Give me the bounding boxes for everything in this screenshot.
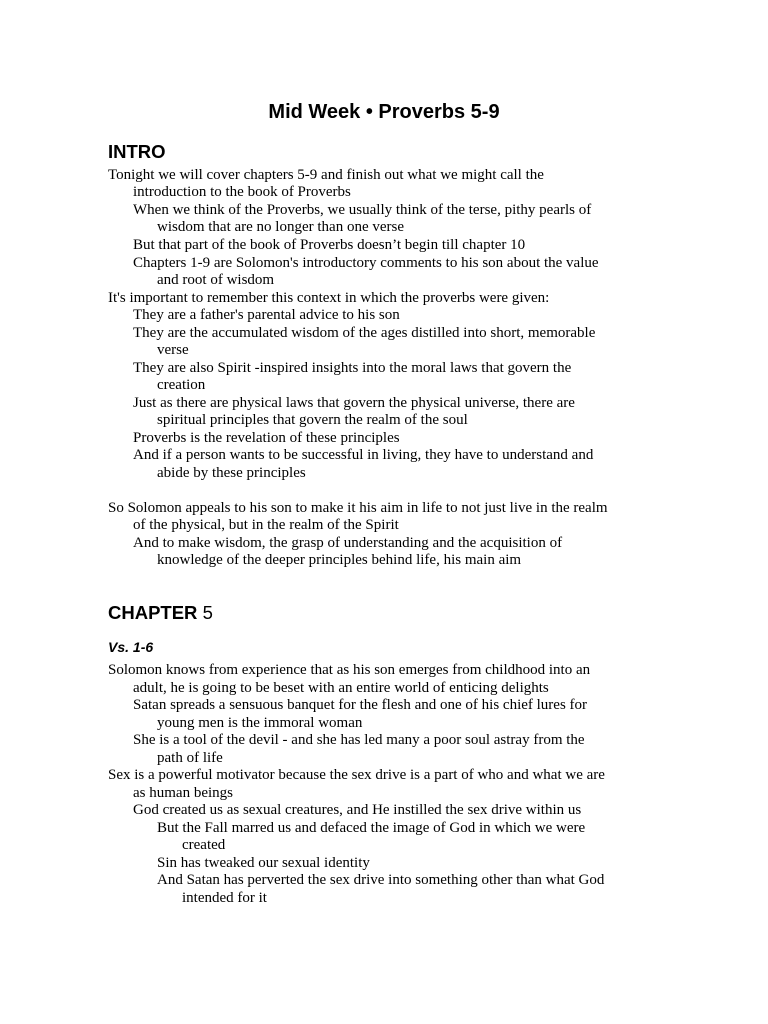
- chapter-5-line: Sin has tweaked our sexual identity: [157, 855, 370, 871]
- intro-line: Tonight we will cover chapters 5-9 and finish out what we might call the: [108, 167, 544, 183]
- intro-line: introduction to the book of Proverbs: [133, 184, 351, 200]
- chapter-5-line: created: [182, 837, 226, 853]
- chapter-5-line: Solomon knows from experience that as his son emerges from childhood into an: [108, 662, 591, 678]
- page-title: Mid Week • Proverbs 5-9: [268, 101, 500, 123]
- intro-line: spiritual principles that govern the realm of the soul: [157, 412, 468, 428]
- chapter-5-line: But the Fall marred us and defaced the image of God in which we were: [157, 820, 586, 836]
- chapter-5-line: adult, he is going to be beset with an entire world of enticing delights: [133, 680, 549, 696]
- intro-line: and root of wisdom: [157, 272, 275, 288]
- intro-line: Chapters 1-9 are Solomon's introductory comments to his son about the value: [133, 255, 599, 271]
- intro-line: wisdom that are no longer than one verse: [157, 219, 405, 235]
- chapter-5-line: God created us as sexual creatures, and He instilled the sex drive within us: [133, 802, 582, 818]
- intro-line: They are a father's parental advice to his son: [133, 307, 400, 323]
- intro-line: of the physical, but in the realm of the Spirit: [133, 517, 399, 533]
- chapter-5-line: And Satan has perverted the sex drive into something other than what God: [157, 872, 605, 888]
- intro-line: It's important to remember this context in which the proverbs were given:: [108, 290, 550, 306]
- chapter-5-line: Satan spreads a sensuous banquet for the flesh and one of his chief lures for: [133, 697, 588, 713]
- intro-line: Proverbs is the revelation of these principles: [133, 430, 400, 446]
- intro-heading: INTRO: [108, 141, 166, 162]
- chapter-5-line: intended for it: [182, 890, 267, 906]
- intro-line: creation: [157, 377, 206, 393]
- intro-line: But that part of the book of Proverbs doesn’t begin till chapter 10: [133, 237, 526, 253]
- intro-line: They are also Spirit -inspired insights into the moral laws that govern the: [133, 360, 572, 376]
- intro-line: And if a person wants to be successful in living, they have to understand and: [133, 447, 594, 463]
- intro-line: knowledge of the deeper principles behind life, his main aim: [157, 552, 522, 568]
- chapter-heading-number: 5: [202, 602, 213, 623]
- chapter-5-line: path of life: [157, 750, 223, 766]
- intro-line: When we think of the Proverbs, we usually think of the terse, pithy pearls of: [133, 202, 592, 218]
- chapter-5-line: Sex is a powerful motivator because the sex drive is a part of who and what we are: [108, 767, 605, 783]
- chapter-heading-word: CHAPTER: [108, 602, 198, 623]
- intro-line: verse: [157, 342, 189, 358]
- chapter-5-line: as human beings: [133, 785, 233, 801]
- intro-line: abide by these principles: [157, 465, 306, 481]
- intro-line: Just as there are physical laws that govern the physical universe, there are: [133, 395, 575, 411]
- chapter-5-line: She is a tool of the devil - and she has led many a poor soul astray from the: [133, 732, 585, 748]
- chapter-5-line: young men is the immoral woman: [157, 715, 363, 731]
- verse-heading: Vs. 1-6: [108, 639, 154, 655]
- intro-line: So Solomon appeals to his son to make it his aim in life to not just live in the realm: [108, 500, 608, 516]
- intro-line: They are the accumulated wisdom of the ages distilled into short, memorable: [133, 325, 596, 341]
- intro-line: And to make wisdom, the grasp of understanding and the acquisition of: [133, 535, 563, 551]
- chapter-5-heading: [108, 602, 213, 624]
